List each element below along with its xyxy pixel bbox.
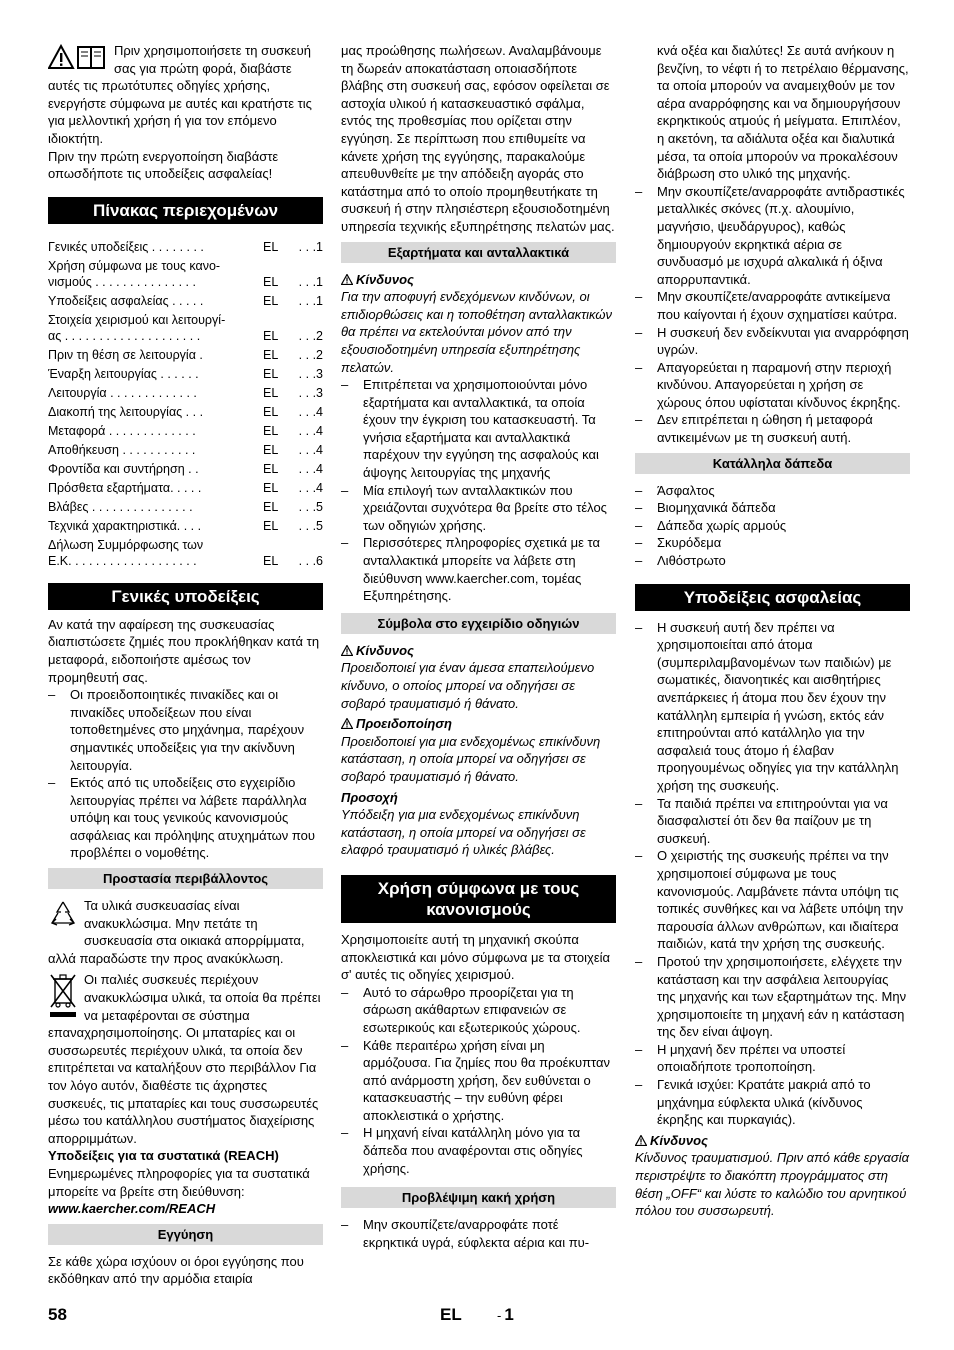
intended-use-heading: Χρήση σύμφωνα με τους κανονισμούς bbox=[341, 875, 616, 923]
list-item: – Επιτρέπεται να χρησιμοποιούνται μόνο εξαρτήματα και ανταλλακτικά, τα οποία έχουν την έγκριση του κατασκευαστή. Τα γνήσια εξαρτήματα και ανταλλακτικά παρέχουν την εγγύηση της ασφαλούς και άψογης λειτουργίας της μηχανής bbox=[341, 376, 616, 482]
intended-use-text: Χρησιμοποιείτε αυτή τη μηχανική σκούπα αποκλειστικά και μόνο σύμφωνα με τα στοιχεία σ' αυτές τις οδηγίες χειρισμού. bbox=[341, 931, 611, 983]
toc-title: Πρόσθετα εξαρτήματα. . . . . bbox=[48, 480, 202, 495]
toc-row[interactable] bbox=[48, 347, 323, 363]
page-number: 58 bbox=[48, 1305, 67, 1324]
list-item: κνά οξέα και διαλύτες! Σε αυτά ανήκουν η βενζίνη, το νέφτι ή το πετρέλαιο θέρμανσης, τα οποία μπορούν να αναμειχθούν με τον αέρα αναρρόφησης και να δημιουργήσουν εκρηκτικούς ατμούς ή μείγματα. Επιπλέον, η ακετόνη, τα αδιάλυτα οξέα και διαλυτικά μέσα, τα οποία μπορούν να προκαλέσουν διάβρωση στο υλικό της μηχανής. bbox=[657, 43, 909, 182]
toc-page: . . .4 bbox=[298, 480, 323, 495]
column-1 bbox=[48, 40, 323, 1288]
general-heading: Γενικές υποδείξεις bbox=[48, 583, 323, 610]
safety-heading: Υποδείξεις ασφαλείας bbox=[635, 584, 910, 611]
safety-list bbox=[635, 619, 910, 1129]
toc-row[interactable] bbox=[48, 258, 323, 290]
toc-row[interactable] bbox=[48, 385, 323, 401]
symbol-danger-text: Προειδοποιεί για έναν άμεσα επαπειλούμενο κίνδυνο, ο οποίος μπορεί να οδηγήσει σε σοβαρό τραυματισμό ή θάνατο. bbox=[341, 660, 595, 711]
danger-icon bbox=[341, 274, 353, 285]
toc-row[interactable] bbox=[48, 461, 323, 477]
toc-title: Χρήση σύμφωνα με τους κανο- νισμούς . . . . . . . . . . . . . . . bbox=[48, 258, 221, 289]
toc-page: . . .1 bbox=[298, 274, 323, 289]
toc-lang: EL bbox=[263, 274, 279, 289]
list-item: – Λιθόστρωτο bbox=[635, 552, 910, 570]
intended-use-list bbox=[341, 984, 616, 1178]
toc-lang: EL bbox=[263, 404, 279, 419]
toc-row[interactable] bbox=[48, 404, 323, 420]
list-item: – Μην σκουπίζετε/αναρροφάτε αντιδραστικές μεταλλικές σκόνες (π.χ. αλουμίνιο, μαγνήσιο, ψευδάργυρος), καθώς δημιουργούν εκρηκτικά αέρια σε συνδυασμό με ισχυρά αλκαλικά ή όξινα απορρυπαντικά. bbox=[635, 183, 910, 289]
toc-title: Τεχνικά χαρακτηριστικά. . . . bbox=[48, 518, 202, 533]
section-page: - 1 bbox=[497, 1305, 514, 1324]
toc-lang: EL bbox=[263, 480, 279, 495]
toc-lang: EL bbox=[263, 239, 279, 254]
toc-row[interactable] bbox=[48, 293, 323, 309]
toc-title: Υποδείξεις ασφαλείας . . . . . bbox=[48, 293, 204, 308]
list-item: – Η μηχανή δεν πρέπει να υποστεί οποιαδήποτε τροποποίηση. bbox=[635, 1041, 910, 1076]
recycling-icon bbox=[48, 899, 78, 934]
list-item: – Μην σκουπίζετε/αναρροφάτε αντικείμενα που καίγονται ή έχουν σχηματίσει καύτρα. bbox=[635, 288, 910, 323]
toc-title: Δήλωση Συμμόρφωσης των Ε.Κ. . . . . . . . . . . . . . . . . . . bbox=[48, 537, 204, 568]
list-item: – Βιομηχανικά δάπεδα bbox=[635, 499, 910, 517]
packaging-text: Τα υλικά συσκευασίας είναι ανακυκλώσιμα. Μην πετάτε τη συσκευασία στα οικιακά απορρίμματα, αλλά παραδώστε την προς ανακύκλωση. bbox=[48, 898, 305, 966]
floors-heading: Κατάλληλα δάπεδα bbox=[635, 453, 910, 474]
toc-title: Έναρξη λειτουργίας . . . . . . bbox=[48, 366, 199, 381]
toc-row[interactable] bbox=[48, 518, 323, 534]
toc-title: Στοιχεία χειρισμού και λειτουργί- ας . . . . . . . . . . . . . . . . . . . . bbox=[48, 312, 226, 343]
symbol-warning-label: Προειδοποίηση bbox=[341, 715, 616, 733]
list-item: – Τα παιδιά πρέπει να επιτηρούνται για να διασφαλιστεί ότι δεν θα παίζουν με τη συσκευή. bbox=[635, 795, 910, 848]
toc-page: . . .1 bbox=[298, 293, 323, 308]
toc-row[interactable] bbox=[48, 537, 323, 569]
symbol-caution-text: Υπόδειξη για μια ενδεχομένως επικίνδυνη κατάσταση, η οποία μπορεί να οδηγήσει σε ελαφρό τραυματισμό ή υλικές βλάβες. bbox=[341, 807, 586, 858]
intro-safety-text: Πριν την πρώτη ενεργοποίηση διαβάστε οπωσδήποτε τις υποδείξεις ασφαλείας! bbox=[48, 148, 279, 182]
list-item: – Οι προειδοποιητικές πινακίδες και οι πινακίδες υποδείξεων που είναι τοποθετημένες στο μηχάνημα, παρέχουν σημαντικές υποδείξεις για την ακίνδυνη λειτουργία. bbox=[48, 686, 323, 774]
toc-page: . . .3 bbox=[298, 366, 323, 381]
column-2 bbox=[341, 40, 616, 1251]
list-item: – Κάθε περαιτέρω χρήση είναι μη αρμόζουσα. Για ζημίες που θα προέκυπταν από ανάρμοστη χρήση, δεν ευθύνεται ο κατασκευαστής – την ευθύνη φέρει αποκλειστικά ο χρήστης. bbox=[341, 1037, 616, 1125]
misuse-list bbox=[341, 1216, 616, 1251]
toc-row[interactable] bbox=[48, 239, 323, 255]
toc-heading: Πίνακας περιεχομένων bbox=[48, 197, 323, 224]
list-item: – Η μηχανή είναι κατάλληλη μόνο για τα δάπεδα που αναφέρονται στις οδηγίες χρήσης. bbox=[341, 1124, 616, 1177]
toc-title: Αποθήκευση . . . . . . . . . . . bbox=[48, 442, 196, 457]
danger-icon bbox=[341, 645, 353, 656]
reach-title: Υποδείξεις για τα συστατικά (REACH) bbox=[48, 1148, 279, 1164]
parts-heading: Εξαρτήματα και ανταλλακτικά bbox=[341, 242, 616, 263]
column-3 bbox=[635, 40, 910, 1220]
list-item: – Η συσκευή αυτή δεν πρέπει να χρησιμοποιείται από άτομα (συμπεριλαμβανομένων των παιδιών) με σωματικές, διανοητικές και αισθητήριες ανεπάρκειες ή άτομα που δεν έχουν την κατάλληλη εμπειρία ή γνώση, εκτός εάν επιτηρούνται από κατάλληλο για την ασφαλειά τους άτομο ή έλαβαν προηγουμένως οδηγίες για την κατάλληλη χρήση της συσκευής. bbox=[635, 619, 910, 795]
toc-lang: EL bbox=[263, 461, 279, 476]
toc-row[interactable] bbox=[48, 312, 323, 344]
symbol-caution-label: Προσοχή bbox=[341, 789, 398, 805]
danger-icon bbox=[635, 1135, 647, 1146]
floors-list bbox=[635, 482, 910, 570]
crossed-bin-icon bbox=[48, 973, 78, 1024]
toc-page: . . .3 bbox=[298, 385, 323, 400]
toc-page: . . .5 bbox=[298, 518, 323, 533]
toc-row[interactable] bbox=[48, 366, 323, 382]
list-item: – Ο χειριστής της συσκευής πρέπει να την χρησιμοποιεί σύμφωνα με τους κανονισμούς. Λαμβάνετε πάντα υπόψη τις τοπικές συνθήκες και να λάβετε υπόψη την παρουσία άλλων ανθρώπων, και ιδιαίτερα παιδιών, κατά την χρήση της συσκευής. bbox=[635, 847, 910, 953]
intro-text: Πριν χρησιμοποιήσετε τη συσκευή σας για πρώτη φορά, διαβάστε αυτές τις πρωτότυπες οδηγίες χρήσης, ενεργήστε σύμφωνα με αυτές και κρατήστε τις για μελλοντική χρήση ή για τον επόμενο ιδιοκτήτη. bbox=[48, 43, 312, 146]
toc-page: . . .2 bbox=[298, 328, 323, 343]
environment-heading: Προστασία περιβάλλοντος bbox=[48, 868, 323, 889]
parts-list bbox=[341, 376, 616, 605]
toc-row[interactable] bbox=[48, 499, 323, 515]
toc-lang: EL bbox=[263, 328, 279, 343]
warranty-continued: μας προώθησης πωλήσεων. Αναλαμβάνουμε τη δωρεάν αποκατάσταση οποιασδήποτε βλάβης στη συσκευή σας, εφόσον οφείλεται σε αστοχία υλικού ή κατασκευαστικό σφάλμα, εντός της προθεσμίας που ορίζεται στην εγγύηση. Σε περίπτωση που επιθυμείτε να κάνετε χρήση της εγγύησης, παρακαλούμε απευθυνθείτε με την απόδειξη αγοράς στο κατάστημα από το οποίο προμηθευτήκατε τη συσκευή ή στην πλησιέστερη εξουσιοδοτημένη υπηρεσία τεχνικής εξυπηρέτησης πελατών μας. bbox=[341, 43, 615, 234]
toc-title: Γενικές υποδείξεις . . . . . . . . bbox=[48, 239, 204, 254]
warning-manual-icon bbox=[48, 44, 108, 75]
intro-block bbox=[48, 42, 323, 183]
toc-title: Μεταφορά . . . . . . . . . . . . . bbox=[48, 423, 196, 438]
list-item: – Μην σκουπίζετε/αναρροφάτε ποτέ εκρηκτικά υγρά, εύφλεκτα αέρια και πυ- bbox=[341, 1216, 616, 1251]
environment-block bbox=[48, 897, 323, 1218]
toc-title: Λειτουργία . . . . . . . . . . . . . bbox=[48, 385, 197, 400]
list-item: – Μία επιλογή των ανταλλακτικών που χρειάζονται συχνότερα θα βρείτε στο τέλος των οδηγιών χρήσης. bbox=[341, 482, 616, 535]
list-item: – Η συσκευή δεν ενδείκνυται για αναρρόφηση υγρών. bbox=[635, 324, 910, 359]
general-list bbox=[48, 686, 323, 862]
toc-title: Πριν τη θέση σε λειτουργία . bbox=[48, 347, 203, 362]
warning-icon bbox=[341, 718, 353, 729]
toc-page: . . .4 bbox=[298, 423, 323, 438]
symbols-heading: Σύμβολα στο εγχειρίδιο οδηγιών bbox=[341, 613, 616, 634]
table-of-contents bbox=[48, 239, 323, 569]
parts-danger-text: Για την αποφυγή ενδεχόμενων κινδύνων, οι επιδιορθώσεις και η τοποθέτηση ανταλλακτικών θα πρέπει να εκτελούνται μόνον από την εξουσιοδοτημένη υπηρεσία εξυπηρέτησης πελατών. bbox=[341, 289, 612, 375]
list-item: – Εκτός από τις υποδείξεις στο εγχειρίδιο λειτουργίας πρέπει να λάβετε παράλληλα υπόψη και τους γενικούς κανονισμούς ασφάλειας και πρόληψης ατυχημάτων που προβλέπει ο νομοθέτης. bbox=[48, 774, 323, 862]
list-item: – Δεν επιτρέπεται η ώθηση ή μεταφορά αντικειμένων με τη συσκευή αυτή. bbox=[635, 411, 910, 446]
toc-lang: EL bbox=[263, 499, 279, 514]
list-item: – Περισσότερες πληροφορίες σχετικά με τα ανταλλακτικά μπορείτε να λάβετε στη διεύθυνση www.kaercher.com, τομέας Εξυπηρέτησης. bbox=[341, 534, 616, 604]
toc-page: . . .2 bbox=[298, 347, 323, 362]
list-item: – Γενικά ισχύει: Κρατάτε μακριά από το μηχάνημα εύφλεκτα υλικά (κίνδυνος έκρηξης και πυρκαγιάς). bbox=[635, 1076, 910, 1129]
toc-lang: EL bbox=[263, 385, 279, 400]
list-item: – Σκυρόδεμα bbox=[635, 534, 910, 552]
toc-lang: EL bbox=[263, 442, 279, 457]
toc-page: . . .4 bbox=[298, 442, 323, 457]
toc-page: . . .5 bbox=[298, 499, 323, 514]
toc-page: . . .4 bbox=[298, 461, 323, 476]
toc-title: Βλάβες . . . . . . . . . . . . . . . bbox=[48, 499, 193, 514]
misuse-heading: Προβλέψιμη κακή χρήση bbox=[341, 1187, 616, 1208]
list-item: – Προτού την χρησιμοποιήσετε, ελέγχετε την κατάσταση και την ασφάλεια λειτουργίας της μηχανής και των εξαρτημάτων της. Μην χρησιμοποιείτε τη μηχανή εάν η κατάσταση της δεν είναι άψογη. bbox=[635, 953, 910, 1041]
toc-row[interactable] bbox=[48, 442, 323, 458]
toc-page: . . .1 bbox=[298, 239, 323, 254]
reach-link[interactable]: www.kaercher.com/REACH bbox=[48, 1201, 216, 1217]
list-item: – Δάπεδα χωρίς αρμούς bbox=[635, 517, 910, 535]
safety-danger-label: Κίνδυνος bbox=[635, 1132, 910, 1150]
general-text: Αν κατά την αφαίρεση της συσκευασίας διαπιστώσετε ζημιές που προκλήθηκαν κατά τη μεταφορά, ειδοποιήστε αμέσως τον προμηθευτή σας. bbox=[48, 616, 320, 685]
toc-row[interactable] bbox=[48, 480, 323, 496]
language-code: EL bbox=[440, 1305, 462, 1324]
toc-row[interactable] bbox=[48, 423, 323, 439]
symbol-warning-text: Προειδοποιεί για μια ενδεχομένως επικίνδυνη κατάσταση, η οποία μπορεί να οδηγήσει σε σοβαρό τραυματισμό ή θάνατο. bbox=[341, 733, 601, 784]
toc-page: . . .6 bbox=[298, 553, 323, 568]
symbol-danger-label: Κίνδυνος bbox=[341, 642, 616, 660]
warranty-heading: Εγγύηση bbox=[48, 1224, 323, 1245]
toc-lang: EL bbox=[263, 347, 279, 362]
disposal-text: Οι παλιές συσκευές περιέχουν ανακυκλώσιμα υλικά, τα οποία θα πρέπει να μεταφέρονται σε σύστημα επαναχρησιμοποίησης. Οι μπαταρίες και οι συσσωρευτές περιέχουν υλικά, τα οποία δεν επιτρέπεται να καταλήξουν στο περιβάλλον Για τον λόγο αυτόν, διαθέστε τις άχρηστες συσκευές, τις μπαταρίες και τους συσσωρευτές μέσω του κατάλληλου συστήματος διαχείρισης απορριμμάτων. bbox=[48, 972, 321, 1146]
list-item: – Άσφαλτος bbox=[635, 482, 910, 500]
list-item: – Αυτό το σάρωθρο προορίζεται για τη σάρωση ακάθαρτων επιφανειών σε εσωτερικούς και εξωτερικούς χώρους. bbox=[341, 984, 616, 1037]
toc-lang: EL bbox=[263, 293, 279, 308]
toc-lang: EL bbox=[263, 553, 279, 568]
misuse-list-continued bbox=[635, 42, 910, 447]
toc-lang: EL bbox=[263, 366, 279, 381]
parts-danger-label: Κίνδυνος bbox=[341, 271, 616, 289]
safety-danger-text: Κίνδυνος τραυματισμού. Πριν από κάθε εργασία περιστρέψτε το διακόπτη προγράμματος στη θέση „OFF“ και λύστε το καλώδιο του αρνητικού πόλου του συσσωρευτή. bbox=[635, 1150, 909, 1219]
toc-lang: EL bbox=[263, 518, 279, 533]
toc-lang: EL bbox=[263, 423, 279, 438]
toc-page: . . .4 bbox=[298, 404, 323, 419]
toc-title: Φροντίδα και συντήρηση . . bbox=[48, 461, 199, 476]
warranty-text: Σε κάθε χώρα ισχύουν οι όροι εγγύησης που εκδόθηκαν από την αρμόδια εταιρία bbox=[48, 1253, 304, 1287]
toc-title: Διακοπή της λειτουργίας . . . bbox=[48, 404, 204, 419]
list-item: – Απαγορεύεται η παραμονή στην περιοχή κινδύνου. Απαγορεύεται η χρήση σε χώρους όπου υφίσταται κίνδυνος έκρηξης. bbox=[635, 359, 910, 412]
reach-text: Ενημερωμένες πληροφορίες για τα συστατικά μπορείτε να βρείτε στη διεύθυνση: bbox=[48, 1165, 310, 1199]
